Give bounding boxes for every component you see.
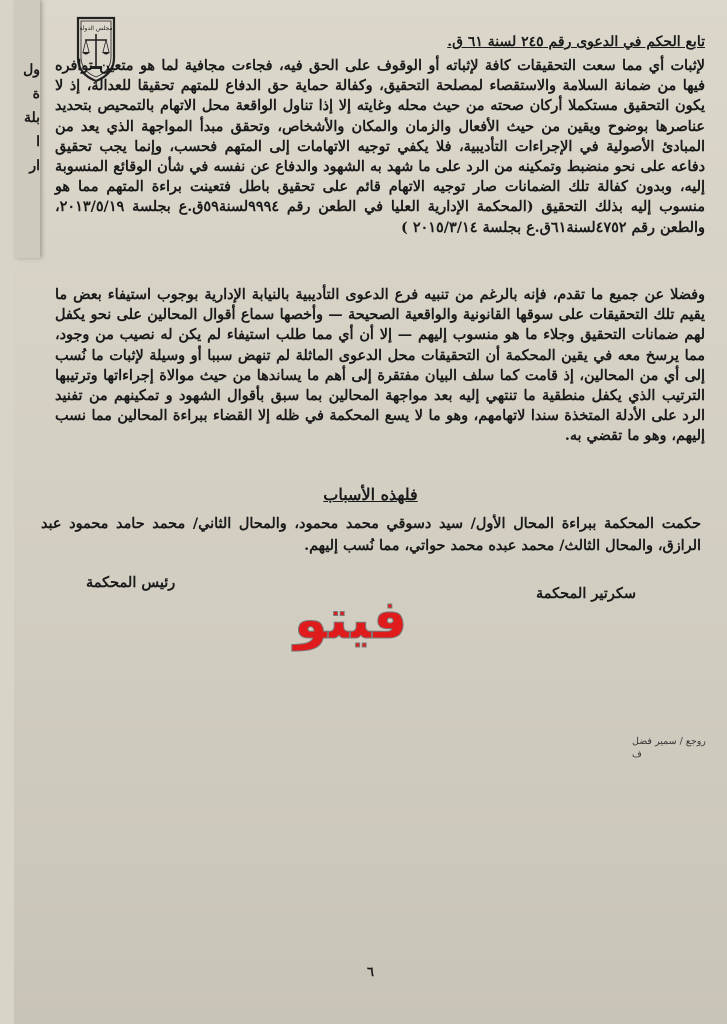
edge-line: ة <box>32 86 40 102</box>
vito-watermark-logo <box>152 582 408 652</box>
reasons-heading: فلهذه الأسباب <box>323 485 418 504</box>
court-president-signature: رئيس المحكمة <box>86 574 176 591</box>
review-line: روجع / سمير فضل <box>632 736 706 747</box>
document-page <box>14 0 727 1024</box>
review-footer <box>632 735 706 761</box>
ruling-text: حكمت المحكمة ببراءة المحال الأول/ سيد دسوقي محمد محمود، والمحال الثاني/ محمد حامد محمود عبد الرازق، والمحال الثالث/ محمد عبده محمد حواتي، مما نُسب إليهم. <box>41 515 701 554</box>
edge-line: ار <box>29 158 40 174</box>
body-paragraph-2: وفضلا عن جميع ما تقدم، فإنه بالرغم من تنبيه فرع الدعوى التأديبية بالنيابة الإدارية بوجوب استيفاء بعض ما يقيم تلك التحقيقات على سوقها القانونية والواقعية الصحيحة — وأخصها سماع أقوال المحالين على نحو يكفل لهم ضمانات التحقيق وجلاء ما هو منسوب إليهم — إلا أن أي مما طلب استيفاء لم يكن له نصيب من وجود، مما يرسخ معه في يقين المحكمة أن التحقيقات محل الدعوى الماثلة لم تنهض سببا أو وسيلة لإثبات ما نُسب إلى أي من المحالين، إذ قامت كما سلف البيان مفتقرة إلى أهم ما يساندها من حيث موالاة إجراءاتها وترتيبها الترتيب الذي يكفل منطقية ما تنتهي إليه بعد مواجهة المحالين بما سبق بأقوال الشهود و تمكينهم من تفنيد الرد على الأدلة المتخذة سندا لاتهامهم، وهو ما لا يسع المحكمة في ظله إلا القضاء ببراءة المحالين مما نسب إليهم، وهو ما تقضي به. <box>55 286 705 445</box>
case-header: تابع الحكم في الدعوى رقم ٢٤٥ لسنة ٦١ ق. <box>447 34 705 50</box>
court-secretary-signature: سكرتير المحكمة <box>536 585 636 602</box>
page-number: ٦ <box>367 965 374 980</box>
previous-page-edge <box>14 0 40 258</box>
emblem-caption: مجلس الدولة <box>79 25 113 32</box>
edge-line: ول <box>23 62 40 78</box>
edge-line: ا <box>36 134 40 150</box>
edge-line: بلة <box>23 110 40 126</box>
body-paragraph-1: لإثبات أي مما سعت التحقيقات كافة لإثباته أو الوقوف على الحق فيه، فجاءت مجافية لما هو متعين توافره فيها من ضمانة السلامة والاستقصاء لمصلحة التحقيق، وكفالة حماية حق الدفاع للمتهم تحقيقا للعدالة، إذ لا يكون التحقيق مستكملا أركان صحته من حيث محله وغايته إلا إذا تناول الواقعة محل الاتهام بالتمحيص بتحديد عناصرها بوضوح ويقين من حيث الأفعال والزمان والمكان والأشخاص، وتحقق مبدأ المواجهة الذي يعد من المبادئ الأصولية في الإجراءات التأديبية، فلا يكفي توجيه الاتهامات إلى المتهم فحسب، وإنما يجب تحقيق دفاعه على نحو منضبط وتمكينه من الرد على ما شهد به الشهود والدفاع عن نفسه في شأن الوقائع المنسوبة إليه، وبدون كفالة تلك الضمانات صار توجيه الاتهام قائم على تحقيق باطل فتعينت براءة المتهم مما هو منسوب إليه بذلك التحقيق (المحكمة الإدارية العليا في الطعن رقم ٩٩٩٤لسنة٥٩ق.ع بجلسة ٢٠١٣/٥/١٩، والطعن رقم ٤٧٥٢لسنة٦١ق.ع بجلسة ٢٠١٥/٣/١٤ ) <box>55 57 705 236</box>
review-initial: ف <box>632 749 642 760</box>
watermark-text: فيتو <box>294 588 408 651</box>
